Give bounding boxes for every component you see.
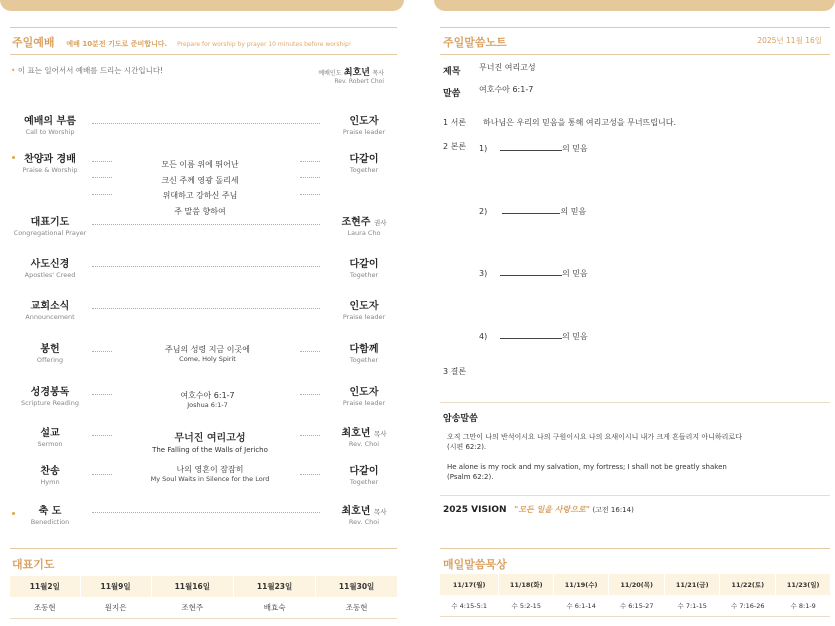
- daily-date: 11/20(목): [609, 574, 665, 595]
- leader-dots: [92, 194, 112, 195]
- verse-label: 말씀: [443, 89, 461, 99]
- leader-dots: [300, 177, 320, 178]
- prayer-rule-top: [10, 548, 397, 549]
- leader-dots: [92, 177, 112, 178]
- prayer-schedule-table: [10, 576, 397, 619]
- leader-dots: [92, 308, 320, 309]
- prayer-date: 11월16일: [151, 576, 233, 597]
- daily-title: 매일말씀묵상: [443, 558, 507, 571]
- daily-ref: 수 7:16-26: [720, 595, 776, 617]
- vision-rule: [440, 495, 830, 496]
- right-top-tab: [434, 0, 835, 11]
- order-sermon: 설교 Sermon: [37, 428, 63, 448]
- left-header-rule-top: [10, 27, 397, 28]
- left-header-rule-bottom: [10, 54, 397, 55]
- title-value: 무너진 여리고성: [479, 63, 536, 72]
- prayer-name: 배효숙: [233, 597, 315, 619]
- order-scripture-reading: 성경봉독 Scripture Reading: [21, 387, 79, 407]
- leader-dots: [92, 435, 112, 436]
- leader-dots: [300, 161, 320, 162]
- praise-lyrics: 모든 이름 위에 뛰어난 크신 주께 영광 돌리세 위대하고 강하신 주님 주 말씀 향하여: [161, 160, 239, 216]
- prayer-date: 11월2일: [10, 576, 80, 597]
- hymn-content: 나의 영혼이 잠잠히 My Soul Waits in Silence for the Lord: [150, 465, 270, 483]
- daily-ref: 수 6:15-27: [609, 595, 665, 617]
- note-date: 2025년 11월 16일: [757, 36, 822, 45]
- verse-value: 여호수아 6:1-7: [479, 85, 534, 94]
- leader-dots: [92, 512, 320, 513]
- order-hymn: 찬송 Hymn: [40, 466, 60, 486]
- header-subtitle-ko: 예배 10분전 기도로 준비합니다.: [66, 40, 168, 48]
- point-1: 1) 의 믿음: [479, 144, 588, 153]
- memory-verse-en: He alone is my rock and my salvation, my fortress; I shall not be greatly shaken (Psalm 62:2).: [447, 463, 727, 481]
- order-by: 최호년 목사 Rev. Choi: [341, 506, 387, 526]
- order-by: 최호년 목사 Rev. Choi: [341, 428, 387, 448]
- prayer-date: 11월23일: [233, 576, 315, 597]
- leader-dots: [92, 161, 112, 162]
- sermon-content: 무너진 여리고성 The Falling of the Walls of Jericho: [152, 433, 268, 454]
- daily-ref: 수 7:1-15: [665, 595, 720, 617]
- memory-rule: [440, 402, 830, 403]
- fill-in-blank[interactable]: [500, 267, 562, 276]
- order-by: 인도자 Praise leader: [342, 301, 386, 321]
- order-apostles-creed: 사도신경 Apostles' Creed: [24, 259, 76, 279]
- order-by: 조현주 권사 Laura Cho: [341, 217, 387, 237]
- leader-dots: [92, 224, 320, 225]
- leader-dots: [92, 394, 112, 395]
- fill-in-blank[interactable]: [500, 142, 562, 151]
- daily-date: 11/18(화): [499, 574, 554, 595]
- prayer-title: 대표기도: [12, 558, 55, 571]
- intro-text: 하나님은 우리의 믿음을 통해 여리고성을 무너뜨립니다.: [483, 118, 676, 127]
- leader-dots: [92, 123, 320, 124]
- leader-dots: [92, 266, 320, 267]
- point-3: 3) 의 믿음: [479, 269, 588, 278]
- daily-date: 11/17(월): [440, 574, 499, 595]
- right-header-rule-bottom: [440, 54, 830, 55]
- order-benediction: 축 도 Benediction: [30, 506, 70, 526]
- order-call-to-worship: 예배의 부름 Call to Worship: [24, 116, 76, 136]
- left-top-tab: [0, 0, 404, 11]
- daily-reading-table: [440, 574, 830, 617]
- leader-dots: [92, 474, 112, 475]
- order-announcement: 교회소식 Announcement: [25, 301, 75, 321]
- daily-ref: 수 6:1-14: [554, 595, 609, 617]
- leader-dots: [300, 194, 320, 195]
- header-subtitle-en: Prepare for worship by prayer 10 minutes before worship!: [177, 41, 352, 48]
- prayer-date: 11월30일: [316, 576, 397, 597]
- offering-content: 주님의 성령 지금 이곳에 Come, Holy Spirit: [165, 345, 250, 363]
- page-title: 주일예배 예배 10분전 기도로 준비합니다. Prepare for worship by prayer 10 minutes before worship!: [12, 36, 352, 49]
- vision: 2025 VISION "모든 일을 사랑으로" (고전 16:14): [443, 505, 634, 515]
- daily-date: 11/21(금): [665, 574, 720, 595]
- daily-rule-top: [440, 548, 830, 549]
- officiant: 예배인도 최호년 목사 Rev. Robert Choi: [318, 68, 384, 85]
- prayer-date: 11월9일: [80, 576, 151, 597]
- fill-in-blank[interactable]: [500, 330, 562, 339]
- leader-dots: [92, 351, 112, 352]
- order-by: 다같이 Together: [349, 259, 379, 279]
- note-title: 주일말씀노트: [443, 36, 507, 49]
- conclusion-label: 3 결론: [443, 367, 467, 376]
- title-label: 제목: [443, 67, 461, 77]
- leader-dots: [300, 435, 320, 436]
- leader-dots: [300, 394, 320, 395]
- daily-ref: 수 5:2-15: [499, 595, 554, 617]
- leader-dots: [300, 474, 320, 475]
- memory-verse-ko: 오직 그만이 나의 반석이시요 나의 구원이시요 나의 요새이시니 내가 크게 흔들리지 아니하리로다 (시편 62:2).: [447, 433, 742, 451]
- standing-note: • 이 표는 일어서서 예배를 드리는 시간입니다!: [11, 66, 164, 75]
- daily-date: 11/22(토): [720, 574, 776, 595]
- point-2: 2) 의 믿음: [479, 207, 587, 216]
- order-by: 다같이 Together: [349, 466, 379, 486]
- prayer-name: 조동현: [316, 597, 397, 619]
- leader-dots: [300, 351, 320, 352]
- order-congregational-prayer: 대표기도 Congregational Prayer: [13, 217, 87, 237]
- memory-title: 암송말씀: [443, 414, 478, 424]
- daily-date: 11/23(일): [776, 574, 830, 595]
- right-header-rule-top: [440, 27, 830, 28]
- order-by: 다함께 Together: [349, 344, 379, 364]
- order-praise-worship: 찬양과 경배 Praise & Worship: [22, 154, 78, 174]
- scripture-content: 여호수아 6:1-7 Joshua 6:1-7: [180, 391, 235, 409]
- order-by: 인도자 Praise leader: [342, 387, 386, 407]
- point-4: 4) 의 믿음: [479, 332, 588, 341]
- daily-ref: 수 8:1-9: [776, 595, 830, 617]
- prayer-name: 조현주: [151, 597, 233, 619]
- order-offering: 봉헌 Offering: [36, 344, 64, 364]
- daily-ref: 수 4:15-5:1: [440, 595, 499, 617]
- order-by: 인도자 Praise leader: [342, 116, 386, 136]
- prayer-name: 원지은: [80, 597, 151, 619]
- body-label: 2 본론: [443, 142, 467, 151]
- intro-label: 1 서론: [443, 118, 467, 127]
- daily-date: 11/19(수): [554, 574, 609, 595]
- order-by: 다같이 Together: [349, 154, 379, 174]
- prayer-name: 조동현: [10, 597, 80, 619]
- fill-in-blank[interactable]: [502, 205, 560, 214]
